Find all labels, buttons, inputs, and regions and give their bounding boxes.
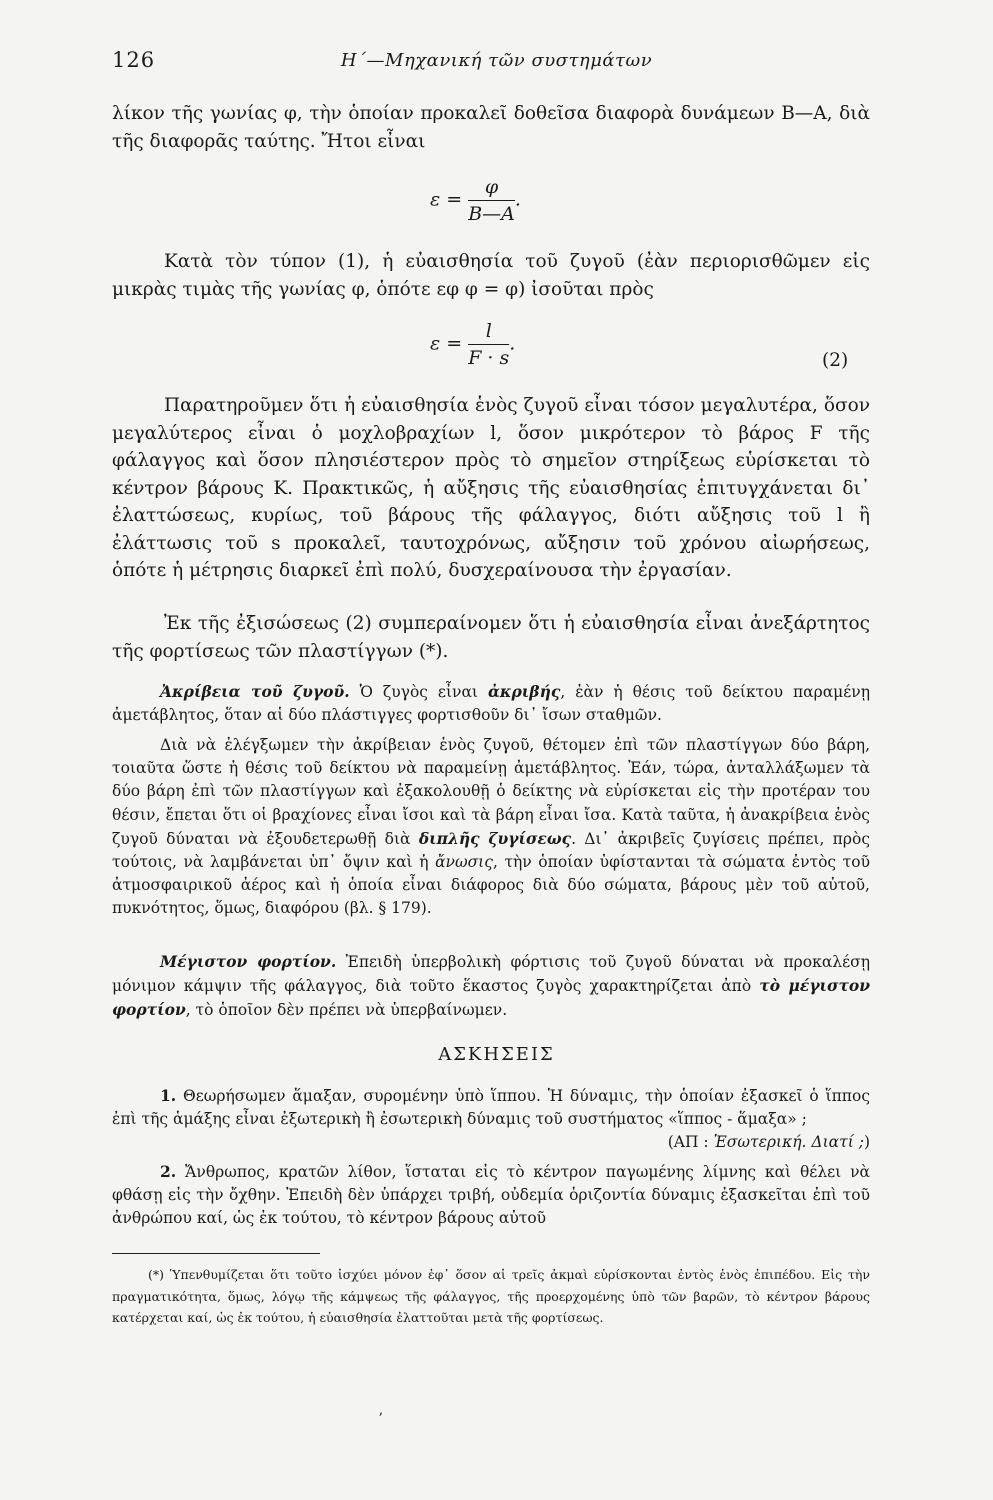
maxload-term: τὸ μέγιστον φορτίον [112,976,870,1020]
equation-1-denominator: B—A [468,203,515,225]
exercise-1-answer-label: (ΑΠ : [667,1133,714,1152]
exercise-1-number: 1. [160,1086,177,1105]
equation-2-tail: . [509,332,516,355]
exercise-2 [112,1160,870,1231]
equation-1-numerator: φ [468,176,515,201]
exercises-title: ΑΣΚΗΣΕΙΣ [438,1044,555,1065]
accuracy-text-1: Ὁ ζυγὸς εἶναι [349,683,488,701]
check-text-3: , τὴν ὁποίαν ὑφίστανται τὰ σώματα ἐντὸς τοῦ ἀτμοσφαιρικοῦ ἀέρος καὶ ἡ ὁποία εἶναι διάφορος διὰ δύο σώματα, βάρους μὲν τοῦ αὐτοῦ, πυκνότητος, ὅμως, διαφόρου (βλ. § 179). [112,853,870,918]
exercise-1-text: Θεωρήσωμεν ἅμαξαν, συρομένην ὑπὸ ἵππου. Ἡ δύναμις, τὴν ὁποίαν ἐξασκεῖ ὁ ἵππος ἐπὶ τῆς ἁμάξης εἶναι ἐξωτερικὴ ἢ ἐσωτερικὴ δύναμις τοῦ συστήματος «ἵππος - ἅμαξα» ; [112,1087,870,1129]
check-text-1: Διὰ νὰ ἐλέγξωμεν τὴν ἀκρίβειαν ἑνὸς ζυγοῦ, θέτομεν ἐπὶ τῶν πλαστίγγων δύο βάρη, τοιαῦτα ὥστε ἡ θέσις τοῦ δείκτου νὰ παραμείνῃ ἀμετάβλητος. Ἐάν, τώρα, ἀνταλλάξωμεν τὰ δύο βάρη ἐπὶ τῶν πλαστίγγων καὶ ἐξακολουθῇ ὁ δείκτης νὰ εὑρίσκεται εἰς τὴν προτέραν του θέσιν, ἔπεται ὅτι οἱ βραχίονες εἶναι ἴσοι καὶ τὰ βάρη εἶναι ἴσα. Κατὰ ταῦτα, ἡ ἀνακρίβεια ἑνὸς ζυγοῦ δύναται νὰ ἐξουδετερωθῇ διὰ [112,736,870,848]
exercise-1-answer-close: ) [863,1133,870,1152]
equation-1-fraction [468,176,515,225]
equation-2-denominator: F · s [468,347,510,369]
equation-2-lhs: ε = [430,332,463,355]
equation-1 [430,176,521,225]
maxload-paragraph [112,950,870,1023]
check-paragraph [112,734,870,921]
footnote-divider [112,1253,320,1254]
maxload-heading: Μέγιστον φορτίον. [160,952,337,971]
check-text-2: . Δι᾽ ἀκριβεῖς ζυγίσεις πρέπει, πρὸς τούτοις, νὰ λαμβάνεται ὑπ᾽ ὄψιν καὶ ἡ [112,829,870,872]
equation-2-numerator: l [468,320,509,345]
accuracy-heading: Ἀκρίβεια τοῦ ζυγοῦ. [160,682,350,701]
footnote: (*) Ὑπενθυμίζεται ὅτι τοῦτο ἰσχύει μόνον ἐφ᾽ ὅσον αἱ τρεῖς ἀκμαὶ εὑρίσκονται ἐντὸς ἑνὸς ἐπιπέδου. Εἰς τὴν πραγματικότητα, ὅμως, λόγῳ τῆς κάμψεως τῆς φάλαγγος, τῆς προερχομένης ὑπὸ τῶν βαρῶν, τὸ κέντρον βάρους κατέρχεται καί, ὡς ἐκ τούτου, ἡ εὐαισθησία ἐλαττοῦται μετὰ τῆς φορτίσεως. [112,1267,870,1325]
paragraph-1: λίκον τῆς γωνίας φ, τὴν ὁποίαν προκαλεῖ δοθεῖσα διαφορὰ δυνάμεων B—A, διὰ τῆς διαφορᾶς ταύτης. Ἤτοι εἶναι [112,103,870,152]
equation-2-number: (2) [822,350,849,371]
stray-mark: ʼ [378,1411,383,1427]
paragraph-4: Ἐκ τῆς ἐξισώσεως (2) συμπεραίνομεν ὅτι ἡ εὐαισθησία εἶναι ἀνεξάρτητος τῆς φορτίσεως τῶν πλαστίγγων (*). [112,613,870,662]
page-header [0,48,993,78]
maxload-text-1: Ἐπειδὴ ὑπερβολικὴ φόρτισις τοῦ ζυγοῦ δύναται νὰ προκαλέσῃ μόνιμον κάμψιν τῆς φάλαγγος, διὰ τοῦτο ἕκαστος ζυγὸς χαρακτηρίζεται ἀπὸ [112,953,871,996]
equation-2-fraction [468,320,509,369]
exercise-1-answer [620,1131,870,1154]
check-term-buoyancy: ἄνωσις [435,853,493,872]
page-number: 126 [112,48,156,72]
equation-1-tail: . [514,188,521,211]
equation-1-lhs: ε = [430,188,463,211]
maxload-text-2: , τὸ ὁποῖον δὲν πρέπει νὰ ὑπερβαίνωμεν. [185,1001,508,1020]
accuracy-term: ἀκριβής [487,682,561,701]
check-term-double-weighing: διπλῆς ζυγίσεως [418,828,572,848]
accuracy-paragraph [112,680,870,727]
paragraph-3: Παρατηροῦμεν ὅτι ἡ εὐαισθησία ἑνὸς ζυγοῦ εἶναι τόσον μεγαλυτέρα, ὅσον μεγαλύτερος εἶναι ὁ μοχλοβραχίων l, ὅσον μικρότερον τὸ βάρος F τῆς φάλαγγος καὶ ὅσον πλησιέστερον πρὸς τὸ σημεῖον στηρίξεως εὑρίσκεται τὸ κέντρον βάρους K. Πρακτικῶς, ἡ αὔξησις τῆς εὐαισθησίας ἐπιτυγχάνεται δι᾽ ἐλαττώσεως, κυρίως, τοῦ βάρους τῆς φάλαγγος, διότι αὔξησις τοῦ l ἢ ἐλάττωσις τοῦ s προκαλεῖ, ταυτοχρόνως, αὔξησιν τοῦ χρόνου αἰωρήσεως, ὁπότε ἡ μέτρησις διαρκεῖ ἐπὶ πολύ, δυσχεραίνουσα τὴν ἐργασίαν. [112,395,870,581]
exercise-2-text: Ἄνθρωπος, κρατῶν λίθον, ἵσταται εἰς τὸ κέντρον παγωμένης λίμνης καὶ θέλει νὰ φθάσῃ εἰς τὴν ὄχθην. Ἐπειδὴ δὲν ὑπάρχει τριβή, οὐδεμία ὁριζοντία δύναμις ἐξασκεῖται ἐπὶ τοῦ ἀνθρώπου καί, ὡς ἐκ τούτου, τὸ κέντρον βάρους αὐτοῦ [112,1163,870,1228]
accuracy-text-2: , ἐὰν ἡ θέσις τοῦ δείκτου παραμένῃ ἀμετάβλητος, ὅταν αἱ δύο πλάστιγγες φορτισθοῦν δι᾽ ἴσων σταθμῶν. [112,683,870,725]
exercise-2-number: 2. [160,1162,177,1181]
equation-2 [430,320,515,369]
exercise-1 [112,1084,870,1155]
paragraph-2: Κατὰ τὸν τύπον (1), ἡ εὐαισθησία τοῦ ζυγοῦ (ἐὰν περιορισθῶμεν εἰς μικρὰς τιμὰς τῆς γωνίας φ, ὁπότε εφ φ = φ) ἰσοῦται πρὸς [112,251,870,300]
running-title: Η΄—Μηχανική τῶν συστημάτων [340,50,653,71]
exercise-1-answer-text: Ἐσωτερική. Διατί ; [713,1133,864,1152]
